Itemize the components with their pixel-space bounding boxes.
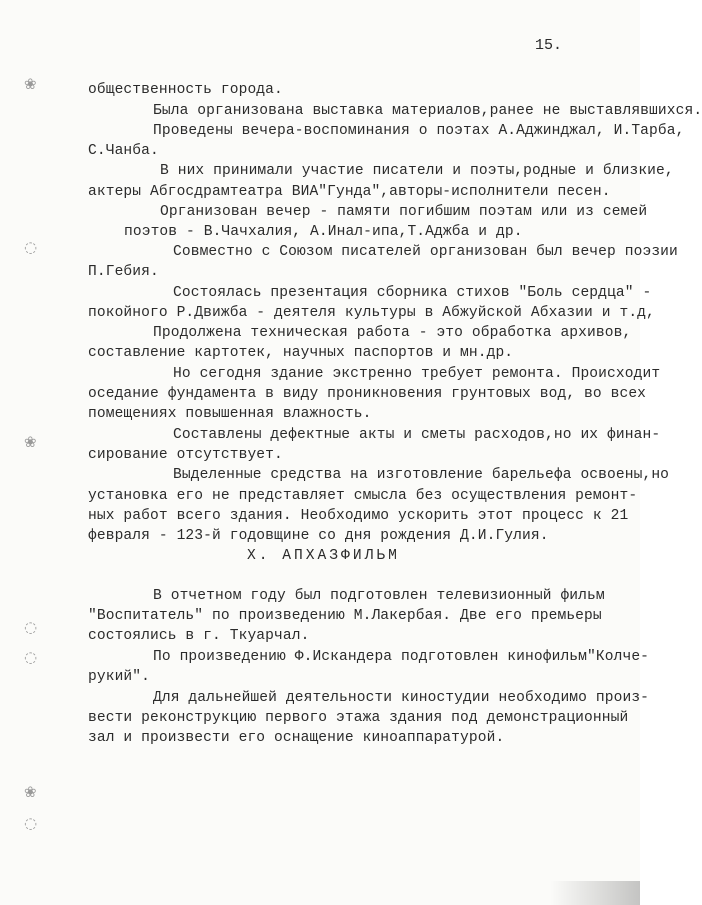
text-line: Проведены вечера-воспоминания о поэтах А.Аджинджал, И.Тарба, <box>153 123 685 139</box>
margin-mark-5: ◌ <box>24 648 38 666</box>
text-line: Для дальнейшей деятельности киностудии необходимо произ- <box>153 690 650 706</box>
margin-mark-6: ❀ <box>24 783 37 801</box>
text-line: поэтов - В.Чачхалия, А.Инал-ипа,Т.Аджба и др. <box>124 224 523 240</box>
text-line: ных работ всего здания. Необходимо ускорить этот процесс к 21 <box>88 508 629 524</box>
text-line: "Воспитатель" по произведению М.Лакербая. Две его премьеры <box>88 608 602 624</box>
section-heading: X. АПХАЗФИЛЬМ <box>247 548 400 564</box>
text-line: сирование отсутствует. <box>88 447 283 463</box>
text-line: С.Чанба. <box>88 143 159 159</box>
scan-edge-shadow <box>550 881 640 905</box>
text-line: февраля - 123-й годовщине со дня рождения Д.И.Гулия. <box>88 528 549 544</box>
margin-mark-1: ❀ <box>24 75 37 93</box>
text-line: Совместно с Союзом писателей организован был вечер поэзии <box>173 244 678 260</box>
text-line: Продолжена техническая работа - это обработка архивов, <box>153 325 632 341</box>
margin-mark-7: ◌ <box>24 814 38 832</box>
text-line: Организован вечер - памяти погибшим поэтам или из семей <box>160 204 648 220</box>
text-line: Но сегодня здание экстренно требует ремонта. Происходит <box>173 366 661 382</box>
text-line: общественность города. <box>88 82 283 98</box>
text-line: Выделенные средства на изготовление барельефа освоены,но <box>173 467 670 483</box>
text-line: составление картотек, научных паспортов и мн.др. <box>88 345 514 361</box>
text-line: По произведению Ф.Искандера подготовлен кинофильм"Колче- <box>153 649 650 665</box>
margin-mark-3: ❀ <box>24 433 37 451</box>
margin-mark-4: ◌ <box>24 618 38 636</box>
text-line: зал и произвести его оснащение киноаппаратурой. <box>88 730 505 746</box>
text-line: оседание фундамента в виду проникновения грунтовых вод, во всех <box>88 386 647 402</box>
text-line: В отчетном году был подготовлен телевизионный фильм <box>153 588 605 604</box>
text-line: Состоялась презентация сборника стихов "Боль сердца" - <box>173 285 652 301</box>
text-line: рукий". <box>88 669 151 685</box>
text-line: состоялись в г. Ткуарчал. <box>88 628 310 644</box>
margin-mark-2: ◌ <box>24 238 38 256</box>
text-line: покойного Р.Движба - деятеля культуры в Абжуйской Абхазии и т.д, <box>88 305 655 321</box>
text-line: помещениях повышенная влажность. <box>88 406 372 422</box>
text-line: Была организована выставка материалов,ранее не выставлявшихся. <box>153 103 702 119</box>
text-line: установка его не представляет смысла без осуществления ремонт- <box>88 488 638 504</box>
text-line: В них принимали участие писатели и поэты,родные и близкие, <box>160 163 674 179</box>
text-line: вести реконструкцию первого этажа здания под демонстрационный <box>88 710 629 726</box>
text-line: П.Гебия. <box>88 264 159 280</box>
text-line: актеры Абгосдрамтеатра ВИА"Гунда",авторы-исполнители песен. <box>88 184 611 200</box>
text-line: Составлены дефектные акты и сметы расходов,но их финан- <box>173 427 661 443</box>
page-number: 15. <box>535 37 563 54</box>
